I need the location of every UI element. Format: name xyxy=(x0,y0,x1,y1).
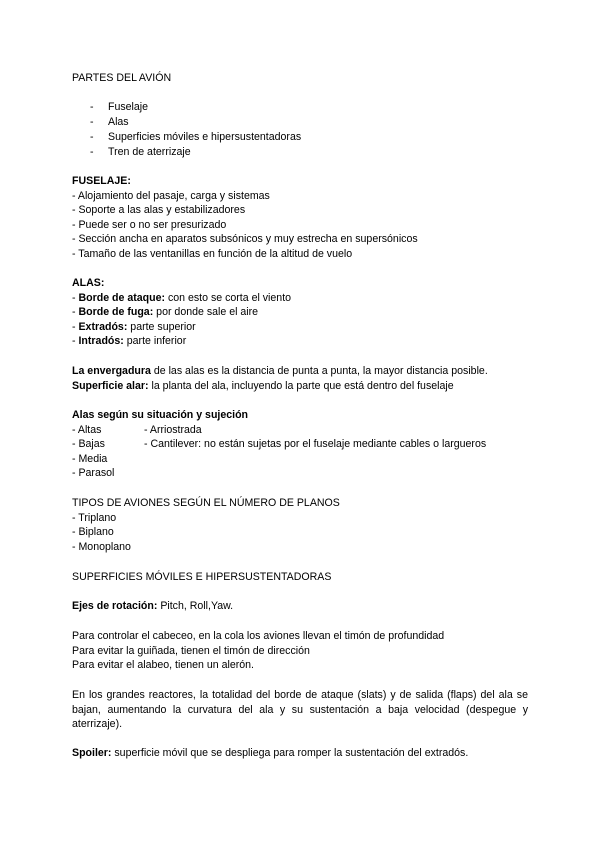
section-heading-fuselaje: FUSELAJE: xyxy=(72,175,131,187)
list-item: - Monoplano xyxy=(72,541,131,553)
envergadura-definition: La envergadura de las alas es la distancia de punta a punta, la mayor distancia posible. xyxy=(72,365,488,377)
control-line: Para evitar el alabeo, tienen un alerón. xyxy=(72,659,254,671)
list-item: - Intradós: parte inferior xyxy=(72,335,187,347)
list-item: - Borde de fuga: por donde sale el aire xyxy=(72,306,259,318)
list-item: - Puede ser o no ser presurizado xyxy=(72,219,227,231)
list-item: - Triplano xyxy=(72,512,117,524)
control-line: Para evitar la guiñada, tienen el timón de dirección xyxy=(72,645,310,657)
section-title-partes: PARTES DEL AVIÓN xyxy=(72,72,172,84)
section-heading-tipos: TIPOS DE AVIONES SEGÚN EL NÚMERO DE PLANOS xyxy=(72,497,340,509)
table-row: - Parasol xyxy=(72,467,115,479)
table-row: - Media xyxy=(72,453,108,465)
spoiler-definition: Spoiler: superficie móvil que se despliega para romper la sustentación del extradós. xyxy=(72,747,469,759)
list-item: - Sección ancha en aparatos subsónicos y muy estrecha en supersónicos xyxy=(72,233,418,245)
list-item: - Biplano xyxy=(72,526,114,538)
list-item: - Borde de ataque: con esto se corta el viento xyxy=(72,292,292,304)
table-row: - Altas - Arriostrada xyxy=(72,424,202,436)
section-heading-alas: ALAS: xyxy=(72,277,105,289)
list-item: - Alojamiento del pasaje, carga y sistemas xyxy=(72,190,270,202)
section-heading-situacion: Alas según su situación y sujeción xyxy=(72,409,249,421)
reactores-paragraph: En los grandes reactores, la totalidad del borde de ataque (slats) y de salida (flaps) del ala se bajan, aumentando la curvatura del ala y su sustentación a baja velocidad (despegue y aterrizaje). xyxy=(72,689,528,731)
section-heading-superficies: SUPERFICIES MÓVILES E HIPERSUSTENTADORAS xyxy=(72,571,332,583)
table-row: - Bajas - Cantilever: no están sujetas por el fuselaje mediante cables o largueros xyxy=(72,438,487,450)
control-line: Para controlar el cabeceo, en la cola los aviones llevan el timón de profundidad xyxy=(72,630,445,642)
list-item: - Tamaño de las ventanillas en función de la altitud de vuelo xyxy=(72,248,353,260)
ejes-rotacion: Ejes de rotación: Pitch, Roll,Yaw. xyxy=(72,600,234,612)
list-item: - Soporte a las alas y estabilizadores xyxy=(72,204,246,216)
list-item: - Extradós: parte superior xyxy=(72,321,196,333)
superficie-alar-definition: Superficie alar: la planta del ala, incluyendo la parte que está dentro del fuselaje xyxy=(72,380,454,392)
